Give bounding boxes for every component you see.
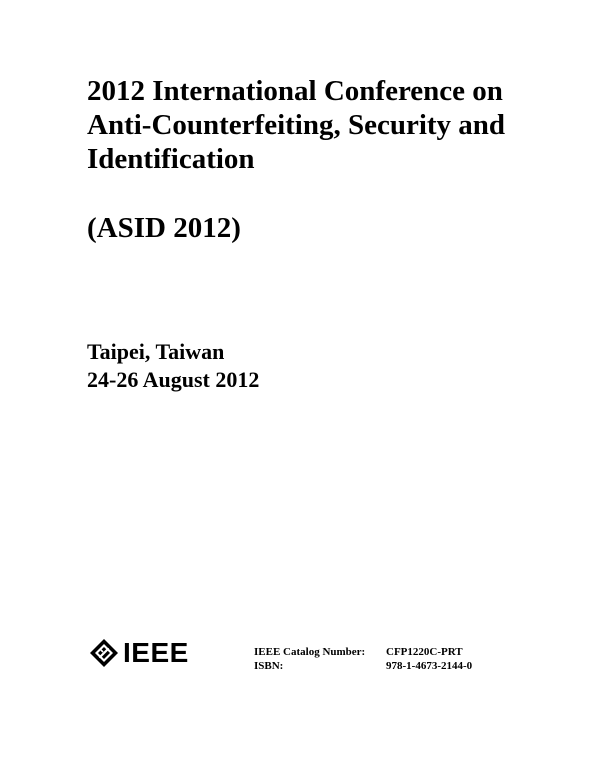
conference-city: Taipei, Taiwan <box>87 339 225 364</box>
isbn-row <box>254 659 472 673</box>
catalog-info <box>254 645 472 673</box>
catalog-number-label: IEEE Catalog Number: <box>254 646 366 658</box>
title-line-1: 2012 International Conference on <box>87 75 503 107</box>
conference-location <box>87 338 259 394</box>
title-line-2: Anti-Counterfeiting, Security and <box>87 109 506 141</box>
catalog-number-row <box>254 645 472 659</box>
ieee-logo <box>89 638 189 668</box>
isbn-label: ISBN: <box>254 660 284 672</box>
ieee-wordmark: IEEE <box>123 637 189 668</box>
conference-title <box>87 74 567 176</box>
title-line-3: Identification <box>87 143 255 175</box>
catalog-number-value: CFP1220C-PRT <box>386 646 463 658</box>
conference-dates: 24-26 August 2012 <box>87 367 260 392</box>
isbn-value: 978-1-4673-2144-0 <box>386 660 473 672</box>
ieee-diamond-icon <box>89 638 119 668</box>
conference-acronym: (ASID 2012) <box>87 212 241 244</box>
